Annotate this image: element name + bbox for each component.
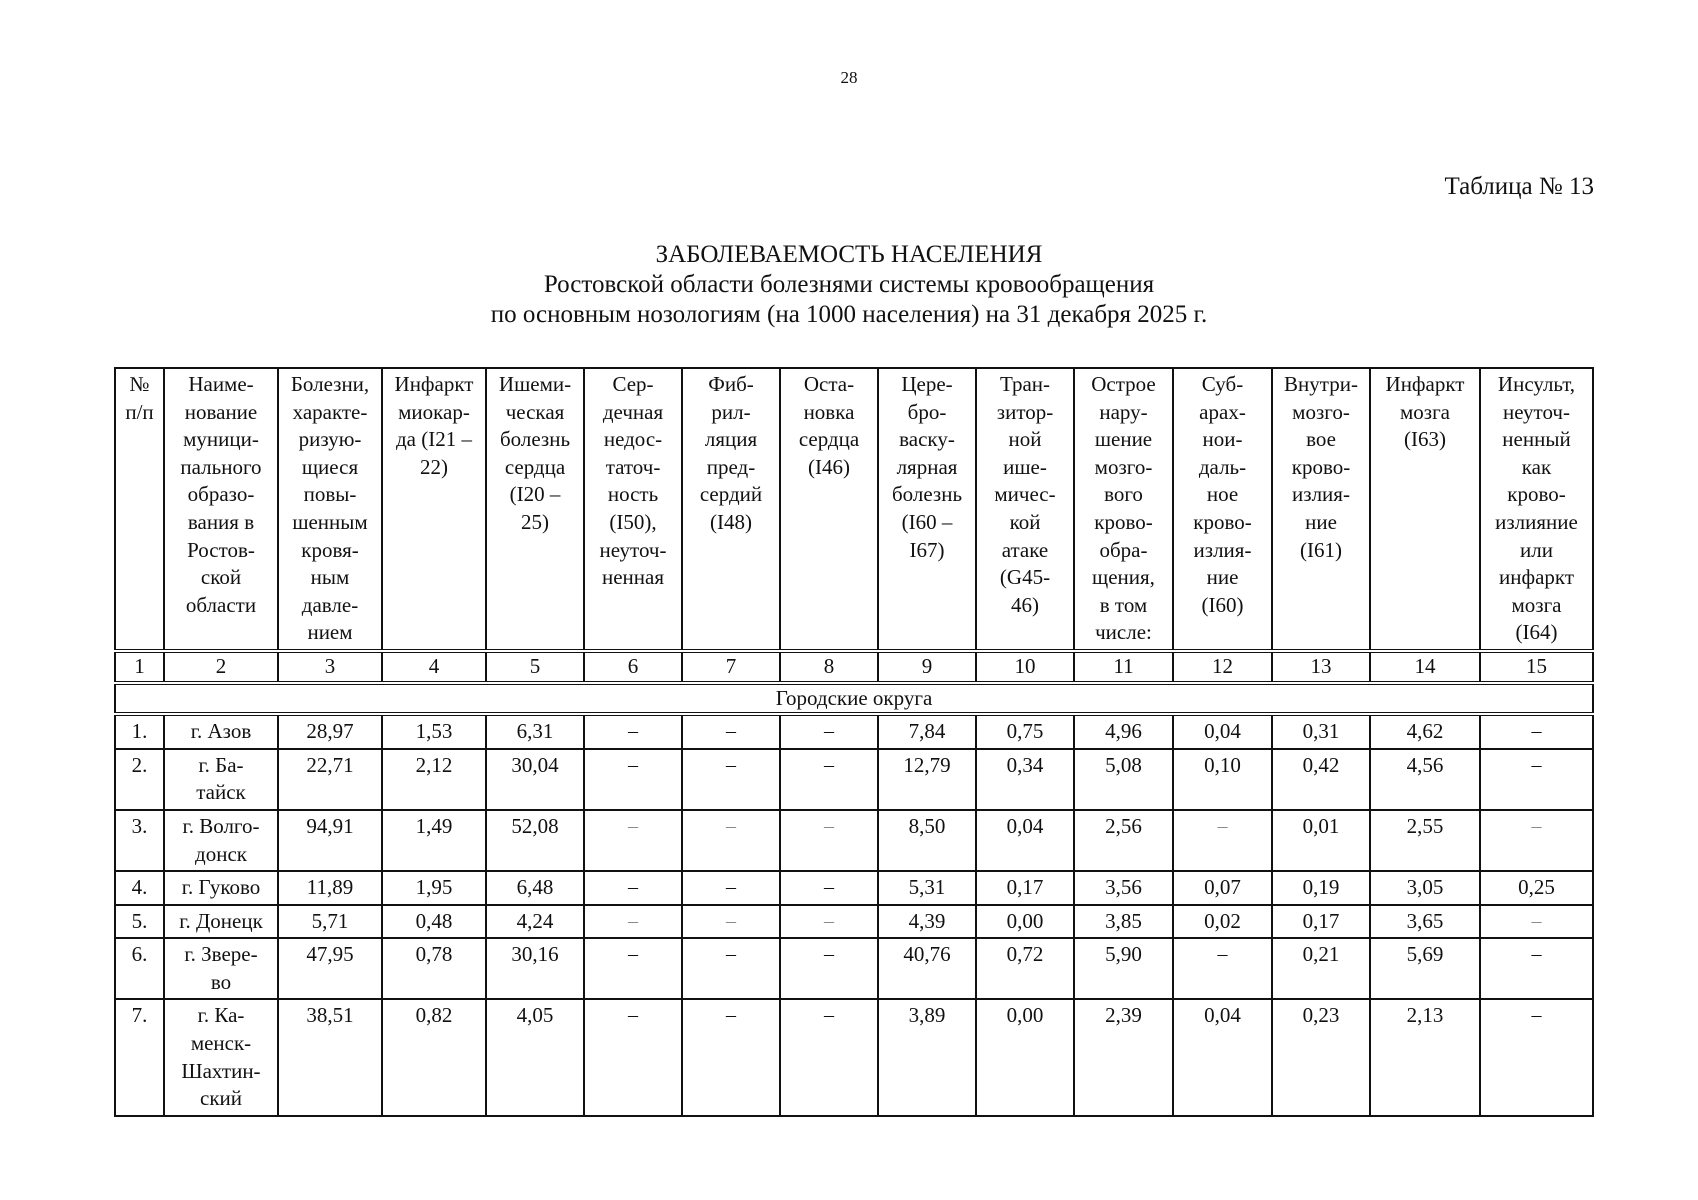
value-cell-col-9: 40,76 xyxy=(878,938,976,999)
value-cell-col-12: 0,07 xyxy=(1173,871,1272,905)
value-cell-col-8: – xyxy=(780,810,878,871)
value-cell-col-15: – xyxy=(1480,749,1593,810)
value-cell-col-7: – xyxy=(682,714,780,749)
table-row xyxy=(115,905,1593,939)
value-cell-col-11: 3,85 xyxy=(1074,905,1173,939)
value-cell-col-3: 11,89 xyxy=(278,871,382,905)
value-cell-col-15: – xyxy=(1480,938,1593,999)
value-cell-col-12: 0,04 xyxy=(1173,999,1272,1115)
value-cell-col-10: 0,17 xyxy=(976,871,1074,905)
value-cell-col-15: – xyxy=(1480,810,1593,871)
municipality-name: г. Звере- во xyxy=(164,938,278,999)
value-cell-col-13: 0,31 xyxy=(1272,714,1370,749)
table-body xyxy=(115,714,1593,1116)
column-number-14: 14 xyxy=(1370,651,1480,683)
value-cell-col-15: – xyxy=(1480,714,1593,749)
row-number: 3. xyxy=(115,810,164,871)
value-cell-col-13: 0,19 xyxy=(1272,871,1370,905)
value-cell-col-5: 4,05 xyxy=(486,999,584,1115)
value-cell-col-4: 1,49 xyxy=(382,810,486,871)
municipality-name: г. Донецк xyxy=(164,905,278,939)
value-cell-col-13: 0,42 xyxy=(1272,749,1370,810)
municipality-name: г. Ба- тайск xyxy=(164,749,278,810)
value-cell-col-11: 5,08 xyxy=(1074,749,1173,810)
value-cell-col-14: 3,05 xyxy=(1370,871,1480,905)
column-number-2: 2 xyxy=(164,651,278,683)
municipality-name: г. Гуково xyxy=(164,871,278,905)
header-cell-10: Тран- зитор- ной ише- мичес- кой атаке (G45- 46) xyxy=(976,368,1074,651)
municipality-name: г. Волго- донск xyxy=(164,810,278,871)
value-cell-col-3: 5,71 xyxy=(278,905,382,939)
value-cell-col-13: 0,01 xyxy=(1272,810,1370,871)
value-cell-col-7: – xyxy=(682,905,780,939)
value-cell-col-12: – xyxy=(1173,810,1272,871)
value-cell-col-5: 30,16 xyxy=(486,938,584,999)
value-cell-col-4: 1,53 xyxy=(382,714,486,749)
value-cell-col-9: 7,84 xyxy=(878,714,976,749)
column-number-10: 10 xyxy=(976,651,1074,683)
page-number: 28 xyxy=(840,68,858,87)
municipality-name: г. Ка- менск- Шахтин- ский xyxy=(164,999,278,1115)
value-cell-col-10: 0,72 xyxy=(976,938,1074,999)
table-row xyxy=(115,938,1593,999)
column-number-row xyxy=(115,651,1593,683)
value-cell-col-7: – xyxy=(682,999,780,1115)
header-cell-6: Сер- дечная недос- таточ- ность (I50), неуточ- ненная xyxy=(584,368,682,651)
row-number: 4. xyxy=(115,871,164,905)
value-cell-col-12: – xyxy=(1173,938,1272,999)
value-cell-col-7: – xyxy=(682,810,780,871)
value-cell-col-13: 0,23 xyxy=(1272,999,1370,1115)
value-cell-col-3: 28,97 xyxy=(278,714,382,749)
header-cell-5: Ишеми- ческая болезнь сердца (I20 – 25) xyxy=(486,368,584,651)
header-cell-15: Инсульт, неуточ- ненный как крово- излияние или инфаркт мозга (I64) xyxy=(1480,368,1593,651)
value-cell-col-12: 0,04 xyxy=(1173,714,1272,749)
column-number-11: 11 xyxy=(1074,651,1173,683)
table-header-row xyxy=(115,368,1593,651)
value-cell-col-15: – xyxy=(1480,999,1593,1115)
morbidity-table xyxy=(114,367,1594,1117)
table-row xyxy=(115,999,1593,1115)
value-cell-col-15: 0,25 xyxy=(1480,871,1593,905)
value-cell-col-14: 3,65 xyxy=(1370,905,1480,939)
value-cell-col-11: 2,56 xyxy=(1074,810,1173,871)
header-cell-2: Наиме- нование муници- пального образо- вания в Ростов- ской области xyxy=(164,368,278,651)
value-cell-col-12: 0,10 xyxy=(1173,749,1272,810)
value-cell-col-12: 0,02 xyxy=(1173,905,1272,939)
value-cell-col-8: – xyxy=(780,999,878,1115)
value-cell-col-11: 3,56 xyxy=(1074,871,1173,905)
row-number: 7. xyxy=(115,999,164,1115)
value-cell-col-8: – xyxy=(780,714,878,749)
column-number-8: 8 xyxy=(780,651,878,683)
header-cell-12: Суб- арах- нои- даль- ное крово- излия- ние (I60) xyxy=(1173,368,1272,651)
municipality-name: г. Азов xyxy=(164,714,278,749)
value-cell-col-3: 47,95 xyxy=(278,938,382,999)
column-number-4: 4 xyxy=(382,651,486,683)
value-cell-col-5: 30,04 xyxy=(486,749,584,810)
value-cell-col-14: 4,56 xyxy=(1370,749,1480,810)
header-cell-8: Оста- новка сердца (I46) xyxy=(780,368,878,651)
value-cell-col-3: 38,51 xyxy=(278,999,382,1115)
header-cell-13: Внутри- мозго- вое крово- излия- ние (I61) xyxy=(1272,368,1370,651)
table-row xyxy=(115,871,1593,905)
value-cell-col-14: 5,69 xyxy=(1370,938,1480,999)
title-line-3: по основным нозологиям (на 1000 населения) на 31 декабря 2025 г. xyxy=(490,301,1208,328)
value-cell-col-4: 0,48 xyxy=(382,905,486,939)
value-cell-col-7: – xyxy=(682,938,780,999)
column-number-5: 5 xyxy=(486,651,584,683)
value-cell-col-9: 12,79 xyxy=(878,749,976,810)
header-cell-1: № п/п xyxy=(115,368,164,651)
value-cell-col-9: 8,50 xyxy=(878,810,976,871)
header-cell-3: Болезни, характе- ризую- щиеся повы- шенным кровя- ным давле- нием xyxy=(278,368,382,651)
value-cell-col-3: 22,71 xyxy=(278,749,382,810)
column-number-12: 12 xyxy=(1173,651,1272,683)
value-cell-col-5: 6,31 xyxy=(486,714,584,749)
value-cell-col-7: – xyxy=(682,749,780,810)
document-title xyxy=(0,240,1698,330)
value-cell-col-11: 5,90 xyxy=(1074,938,1173,999)
table-label: Таблица № 13 xyxy=(1444,173,1594,200)
value-cell-col-6: – xyxy=(584,749,682,810)
value-cell-col-13: 0,21 xyxy=(1272,938,1370,999)
table-row xyxy=(115,714,1593,749)
value-cell-col-6: – xyxy=(584,999,682,1115)
value-cell-col-6: – xyxy=(584,905,682,939)
table-row xyxy=(115,749,1593,810)
row-number: 2. xyxy=(115,749,164,810)
row-number: 6. xyxy=(115,938,164,999)
header-cell-9: Цере- бро- васку- лярная болезнь (I60 – I67) xyxy=(878,368,976,651)
header-cell-7: Фиб- рил- ляция пред- сердий (I48) xyxy=(682,368,780,651)
section-title: Городские округа xyxy=(115,683,1593,715)
value-cell-col-6: – xyxy=(584,938,682,999)
value-cell-col-13: 0,17 xyxy=(1272,905,1370,939)
value-cell-col-15: – xyxy=(1480,905,1593,939)
value-cell-col-10: 0,34 xyxy=(976,749,1074,810)
value-cell-col-4: 2,12 xyxy=(382,749,486,810)
value-cell-col-6: – xyxy=(584,810,682,871)
value-cell-col-4: 0,78 xyxy=(382,938,486,999)
value-cell-col-10: 0,00 xyxy=(976,905,1074,939)
value-cell-col-10: 0,75 xyxy=(976,714,1074,749)
value-cell-col-8: – xyxy=(780,749,878,810)
value-cell-col-9: 3,89 xyxy=(878,999,976,1115)
value-cell-col-8: – xyxy=(780,905,878,939)
value-cell-col-9: 5,31 xyxy=(878,871,976,905)
value-cell-col-7: – xyxy=(682,871,780,905)
column-number-3: 3 xyxy=(278,651,382,683)
value-cell-col-3: 94,91 xyxy=(278,810,382,871)
value-cell-col-5: 6,48 xyxy=(486,871,584,905)
row-number: 1. xyxy=(115,714,164,749)
value-cell-col-5: 4,24 xyxy=(486,905,584,939)
value-cell-col-4: 1,95 xyxy=(382,871,486,905)
value-cell-col-10: 0,04 xyxy=(976,810,1074,871)
header-cell-14: Инфаркт мозга (I63) xyxy=(1370,368,1480,651)
column-number-7: 7 xyxy=(682,651,780,683)
value-cell-col-10: 0,00 xyxy=(976,999,1074,1115)
value-cell-col-4: 0,82 xyxy=(382,999,486,1115)
table-row xyxy=(115,810,1593,871)
value-cell-col-8: – xyxy=(780,938,878,999)
value-cell-col-6: – xyxy=(584,871,682,905)
value-cell-col-14: 4,62 xyxy=(1370,714,1480,749)
row-number: 5. xyxy=(115,905,164,939)
value-cell-col-14: 2,55 xyxy=(1370,810,1480,871)
value-cell-col-6: – xyxy=(584,714,682,749)
value-cell-col-11: 4,96 xyxy=(1074,714,1173,749)
title-line-1: ЗАБОЛЕВАЕМОСТЬ НАСЕЛЕНИЯ xyxy=(655,241,1043,268)
value-cell-col-9: 4,39 xyxy=(878,905,976,939)
column-number-13: 13 xyxy=(1272,651,1370,683)
header-cell-4: Инфаркт миокар- да (I21 – 22) xyxy=(382,368,486,651)
column-number-15: 15 xyxy=(1480,651,1593,683)
column-number-1: 1 xyxy=(115,651,164,683)
value-cell-col-8: – xyxy=(780,871,878,905)
header-cell-11: Острое нару- шение мозго- вого крово- обра- щения, в том числе: xyxy=(1074,368,1173,651)
section-row xyxy=(115,683,1593,715)
column-number-9: 9 xyxy=(878,651,976,683)
value-cell-col-5: 52,08 xyxy=(486,810,584,871)
column-number-6: 6 xyxy=(584,651,682,683)
title-line-2: Ростовской области болезнями системы кровообращения xyxy=(543,271,1155,298)
value-cell-col-11: 2,39 xyxy=(1074,999,1173,1115)
value-cell-col-14: 2,13 xyxy=(1370,999,1480,1115)
